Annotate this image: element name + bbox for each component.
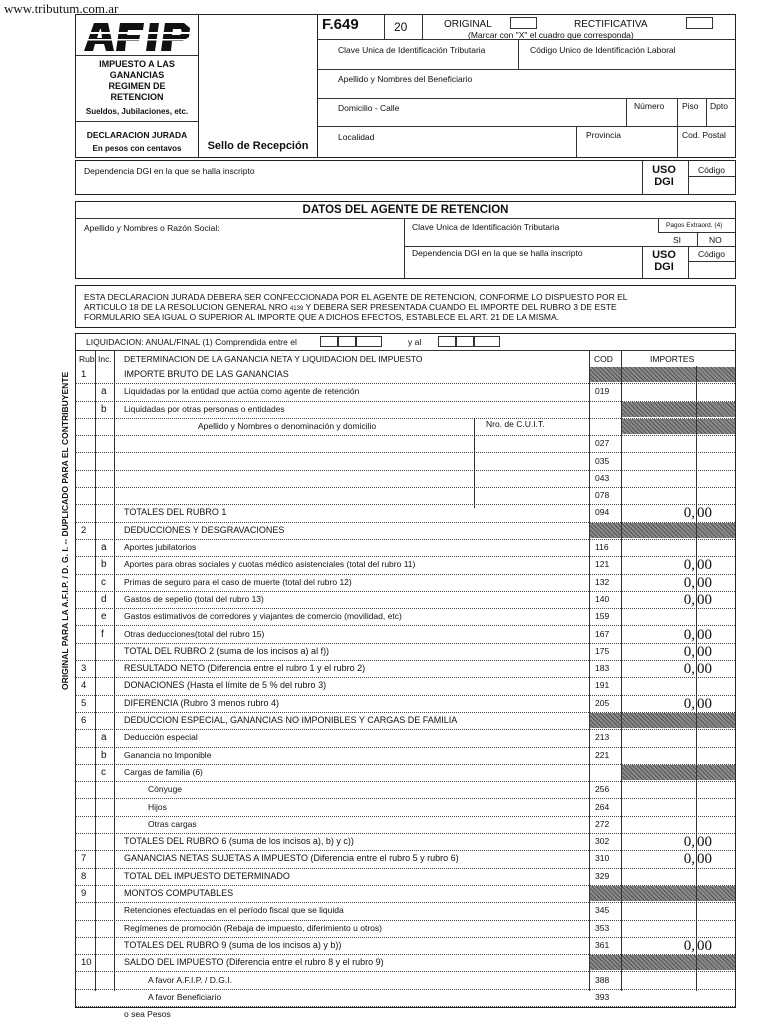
- hatched-cell: [621, 419, 735, 434]
- agent-cuit-label: Clave Unica de Identificación Tributaria: [412, 222, 560, 232]
- table-row: [76, 539, 735, 556]
- row-code: 302: [595, 836, 610, 847]
- notice-line-2-b: Y DEBERA SER PRESENTADA CUANDO EL IMPORTE DEL RUBRO 3 DE ESTE: [305, 302, 617, 312]
- row-description: Cargas de familia (6): [124, 766, 203, 777]
- hatched-cell: [621, 402, 735, 417]
- row-code: 213: [595, 732, 610, 743]
- table-row: [76, 643, 735, 660]
- amount-cents: 00: [697, 505, 712, 522]
- table-row: [76, 972, 735, 989]
- row-description: Gastos estimativos de corredores y viajantes de comercio (movilidad, etc): [124, 611, 402, 622]
- row-inc: a: [101, 386, 107, 398]
- row-rub: 10: [81, 957, 92, 969]
- afip-logo: [84, 23, 192, 51]
- row-code: 035: [595, 455, 610, 466]
- hatched-cell: [589, 523, 735, 538]
- amount-field-221[interactable]: [622, 747, 734, 764]
- table-row: [76, 712, 735, 729]
- row-description: Liquidadas por la entidad que actúa como agente de retención: [124, 386, 360, 397]
- extra-payments-label: Pagos Extraord. (4): [666, 222, 723, 229]
- amount-field-310[interactable]: [622, 850, 734, 867]
- liquidation-table: [75, 333, 736, 1020]
- number-label: Número: [634, 101, 665, 111]
- liquidation-rows: [76, 366, 735, 1020]
- col-desc-header: DETERMINACION DE LA GANANCIA NETA Y LIQUIDACION DEL IMPUESTO: [124, 354, 423, 364]
- amount-cents: 00: [697, 851, 712, 868]
- table-row: [76, 608, 735, 625]
- table-row: [76, 695, 735, 712]
- period-and-label: y al: [408, 337, 422, 347]
- row-code: 329: [595, 870, 610, 881]
- row-inc: d: [101, 593, 107, 605]
- beneficiary-name-label: Apellido y Nombres del Beneficiario: [338, 74, 473, 84]
- notice-line-2-num: 4139: [289, 306, 304, 312]
- table-row: [76, 453, 735, 470]
- row-description: TOTAL DEL IMPUESTO DETERMINADO: [124, 870, 290, 881]
- period-from-year[interactable]: [356, 336, 382, 347]
- table-row: [76, 850, 735, 867]
- period-from-month[interactable]: [338, 336, 356, 347]
- row-description: A favor A.F.I.P. / D.G.I.: [148, 974, 232, 985]
- period-to-year[interactable]: [474, 336, 500, 347]
- table-row: [76, 383, 735, 400]
- amount-integer: 0,: [683, 851, 695, 868]
- row-description: Otras cargas: [148, 818, 197, 829]
- tax-line-4: RETENCION: [110, 92, 164, 102]
- amount-field-393[interactable]: [622, 989, 734, 1006]
- amount-integer: 0,: [683, 834, 695, 851]
- city-label: Localidad: [338, 132, 375, 142]
- amount-field-361[interactable]: [622, 937, 734, 954]
- declaration-sub: En pesos con centavos: [92, 144, 182, 153]
- amount-cents: 00: [697, 574, 712, 591]
- amount-field-388[interactable]: [622, 972, 734, 989]
- amount-field-345[interactable]: [622, 902, 734, 919]
- hatched-cell: [621, 765, 735, 780]
- row-description: Aportes para obras sociales y cuotas médico asistenciales (total del rubro 11): [124, 559, 416, 570]
- row-inc: c: [101, 576, 106, 588]
- table-row: [76, 591, 735, 608]
- row-description: SALDO DEL IMPUESTO (Diferencia entre el rubro 8 y el rubro 9): [124, 957, 384, 968]
- amount-integer: 0,: [683, 591, 695, 608]
- row-inc: b: [101, 403, 107, 415]
- row-code: 121: [595, 559, 610, 570]
- row-description: Ganancia no Imponible: [124, 749, 212, 760]
- row-inc: a: [101, 542, 107, 553]
- amount-field-191[interactable]: [622, 677, 734, 694]
- row-code: 132: [595, 576, 610, 587]
- amount-cents: 00: [697, 626, 712, 643]
- row-inc: a: [101, 732, 107, 744]
- row-code: 027: [595, 438, 610, 449]
- notice-box: [75, 285, 736, 328]
- col-importes-header: IMPORTES: [650, 354, 695, 364]
- row-description: Aportes jubilatorios: [124, 542, 197, 552]
- logo-panel: [75, 14, 199, 158]
- row-description: TOTALES DEL RUBRO 9 (suma de los incisos a) y b)): [124, 939, 342, 950]
- row-code: 116: [595, 542, 609, 552]
- row-description: IMPORTE BRUTO DE LAS GANANCIAS: [124, 369, 289, 379]
- amount-field-121[interactable]: [622, 556, 734, 573]
- row-description: DEDUCCIONES Y DESGRAVACIONES: [124, 524, 285, 535]
- row-description: Liquidadas por otras personas o entidades: [124, 403, 285, 414]
- table-row: [76, 764, 735, 781]
- row-code: 094: [595, 507, 610, 518]
- amount-field-035[interactable]: [622, 453, 734, 470]
- table-row: [76, 747, 735, 764]
- row-code: 264: [595, 801, 610, 812]
- col-rub-header: Rub: [79, 354, 95, 364]
- dgi-office-label: Dependencia DGI en la que se halla inscripto: [84, 166, 255, 176]
- tax-line-1: IMPUESTO A LAS: [99, 59, 175, 69]
- table-row: [76, 435, 735, 452]
- cuit-label: Clave Unica de Identificación Tributaria: [338, 45, 486, 55]
- row-code: 345: [595, 905, 610, 916]
- year-prefix: 20: [394, 20, 408, 34]
- col-cod-header: COD: [594, 354, 613, 364]
- row-code: 183: [595, 663, 610, 674]
- table-row: [76, 937, 735, 954]
- notice-line-3: FORMULARIO SEA IGUAL O SUPERIOR AL IMPORTE QUE A DICHOS EFECTOS, ESTABLECE EL ART. 21 DE LA MISMA.: [84, 312, 560, 322]
- period-label: LIQUIDACION: ANUAL/FINAL (1) Comprendida entre el: [86, 337, 297, 347]
- row-inc: b: [101, 749, 107, 761]
- row-code: 256: [595, 784, 610, 795]
- table-row: [76, 401, 735, 418]
- subheader-name: Apellido y Nombres o denominación y domicilio: [198, 421, 377, 431]
- notice-line-1: ESTA DECLARACION JURADA DEBERA SER CONFECCIONADA POR EL AGENTE DE RETENCION, CONFORME LO DISPUESTO POR EL: [84, 292, 628, 302]
- amount-field-043[interactable]: [622, 470, 734, 487]
- row-description: TOTAL DEL RUBRO 2 (suma de los incisos a) al f)): [124, 645, 330, 656]
- table-row: [76, 504, 735, 521]
- form-number: F.649: [322, 16, 359, 33]
- rectificativa-checkbox[interactable]: [686, 17, 713, 29]
- row-code: 140: [595, 593, 610, 604]
- amount-field-078[interactable]: [622, 487, 734, 504]
- table-row: [76, 522, 735, 539]
- row-description: Gastos de sepelio (total del rubro 13): [124, 593, 264, 604]
- agent-title: DATOS DEL AGENTE DE RETENCION: [302, 204, 509, 216]
- amount-cents: 00: [697, 937, 712, 954]
- row-code: 393: [595, 991, 610, 1002]
- amount-integer: 0,: [683, 937, 695, 954]
- amount-field-205[interactable]: [622, 695, 734, 712]
- amount-integer: 0,: [683, 695, 695, 712]
- row-description: TOTALES DEL RUBRO 6 (suma de los incisos a), b) y c)): [124, 836, 354, 847]
- floor-label: Piso: [682, 101, 699, 111]
- row-description: Primas de seguro para el caso de muerte (total del rubro 12): [124, 576, 352, 587]
- row-rub: 9: [81, 888, 87, 899]
- amount-cents: 00: [697, 834, 712, 851]
- row-description: RESULTADO NETO (Diferencia entre el rubro 1 y el rubro 2): [124, 663, 366, 674]
- row-code: 078: [595, 490, 610, 501]
- row-description: Regímenes de promoción (Rebaja de impuesto, diferimiento u otros): [124, 922, 382, 933]
- amount-field-272[interactable]: [622, 816, 734, 833]
- hatched-cell: [589, 367, 735, 382]
- amount-field-256[interactable]: [622, 781, 734, 798]
- amount-field-167[interactable]: [622, 626, 734, 643]
- row-description: Otras deducciones(total del rubro 15): [124, 628, 265, 639]
- site-url: www.tributum.com.ar: [4, 1, 119, 16]
- row-description: TOTALES DEL RUBRO 1: [124, 507, 227, 518]
- tax-line-3: REGIMEN DE: [108, 81, 166, 91]
- row-code: 221: [595, 749, 610, 760]
- table-row: [76, 556, 735, 573]
- amount-field-094[interactable]: [622, 504, 734, 521]
- dgi-office-row: [75, 160, 736, 195]
- amount-field-213[interactable]: [622, 729, 734, 746]
- amount-integer: 0,: [683, 505, 695, 522]
- codigo-label: Código: [698, 165, 725, 175]
- amount-cents: 00: [697, 661, 712, 678]
- original-label: ORIGINAL: [444, 19, 492, 30]
- row-rub: 4: [81, 680, 87, 692]
- agent-section: [75, 201, 736, 279]
- amount-cents: 00: [697, 591, 712, 608]
- row-description: A favor Beneficiario: [148, 991, 222, 1002]
- row-code: 159: [595, 611, 610, 622]
- apt-label: Dpto: [710, 101, 728, 111]
- amount-field-329[interactable]: [622, 868, 734, 885]
- table-row: [76, 626, 735, 643]
- row-description: GANANCIAS NETAS SUJETAS A IMPUESTO (Diferencia entre el rubro 5 y rubro 6): [124, 853, 459, 864]
- rectificativa-label: RECTIFICATIVA: [574, 19, 648, 30]
- row-rub: 3: [81, 663, 87, 675]
- side-copy-text: ORIGINAL PARA LA A.F.I.P. / D. G. I. -- DUPLICADO PARA EL CONTRIBUYENTE: [60, 371, 70, 690]
- period-from-day[interactable]: [320, 336, 338, 347]
- period-to-day[interactable]: [438, 336, 456, 347]
- afip-logo-graphic: [84, 23, 192, 51]
- postal-label: Cod. Postal: [682, 130, 726, 140]
- extra-no[interactable]: NO: [709, 235, 722, 245]
- row-code: 175: [595, 645, 610, 656]
- row-rub: 2: [81, 524, 87, 536]
- table-row: [76, 660, 735, 677]
- row-rub: 1: [81, 369, 87, 380]
- table-row: [76, 833, 735, 850]
- table-row: [76, 920, 735, 937]
- amount-field-132[interactable]: [622, 574, 734, 591]
- agent-dgi-office-label: Dependencia DGI en la que se halla inscripto: [412, 248, 583, 258]
- row-code: 167: [595, 628, 610, 639]
- amount-field-027[interactable]: [622, 435, 734, 452]
- row-rub: 6: [81, 715, 87, 726]
- table-row: [76, 487, 735, 504]
- amount-integer: 0,: [683, 557, 695, 574]
- stamp-box: [198, 14, 318, 158]
- row-code: 205: [595, 697, 610, 708]
- amount-field-264[interactable]: [622, 799, 734, 816]
- amount-integer: 0,: [683, 643, 695, 660]
- row-rub: 8: [81, 870, 87, 882]
- cents-line: [696, 366, 697, 991]
- row-code: 043: [595, 472, 610, 483]
- amount-field-140[interactable]: [622, 591, 734, 608]
- row-inc: b: [101, 559, 107, 571]
- table-row: [76, 902, 735, 919]
- amount-field-183[interactable]: [622, 660, 734, 677]
- period-to-month[interactable]: [456, 336, 474, 347]
- amount-integer: 0,: [683, 661, 695, 678]
- amount-field-175[interactable]: [622, 643, 734, 660]
- table-row: [76, 868, 735, 885]
- original-checkbox[interactable]: [510, 17, 537, 29]
- row-description: Retenciones efectuadas en el período fiscal que se liquida: [124, 905, 344, 916]
- amount-field-353[interactable]: [622, 920, 734, 937]
- row-rub: 5: [81, 697, 87, 709]
- table-row: [76, 989, 735, 1006]
- agent-codigo-label: Código: [698, 249, 725, 259]
- row-inc: c: [101, 766, 106, 778]
- row-description: o sea Pesos: [124, 1009, 171, 1020]
- hatched-cell: [589, 886, 735, 901]
- amount-cents: 00: [697, 557, 712, 574]
- row-description: Hijos: [148, 801, 167, 812]
- col-inc-header: Inc.: [98, 354, 112, 364]
- row-code: 388: [595, 974, 610, 985]
- row-code: 361: [595, 939, 610, 950]
- mark-hint: (Marcar con "X" el cuadro que corresponda): [468, 30, 634, 40]
- tax-line-2: GANANCIAS: [109, 70, 165, 80]
- table-row: [76, 470, 735, 487]
- amount-cents: 00: [697, 643, 712, 660]
- extra-si[interactable]: SI: [673, 235, 682, 245]
- amount-cents: 00: [697, 695, 712, 712]
- stamp-label: Sello de Recepción: [207, 140, 309, 152]
- amount-integer: 0,: [683, 626, 695, 643]
- row-code: 272: [595, 818, 610, 829]
- inc-column-line: [114, 350, 115, 991]
- row-code: 353: [595, 922, 610, 933]
- table-row: [76, 816, 735, 833]
- table-row: [76, 366, 735, 383]
- row-description: Cónyuge: [148, 784, 183, 795]
- row-code: 191: [595, 680, 610, 691]
- table-row: [76, 574, 735, 591]
- hatched-cell: [589, 955, 735, 970]
- province-label: Provincia: [586, 130, 621, 140]
- hatched-cell: [589, 713, 735, 728]
- table-row: [76, 729, 735, 746]
- table-row: [76, 781, 735, 798]
- beneficiary-header: [317, 14, 736, 158]
- amount-field-019[interactable]: [622, 383, 734, 400]
- declaration-title: DECLARACION JURADA: [86, 130, 188, 140]
- amount-field-302[interactable]: [622, 833, 734, 850]
- row-code: 310: [595, 853, 610, 864]
- notice-line-2-a: ARTICULO 18 DE LA RESOLUCION GENERAL NRO: [84, 302, 288, 312]
- rub1b-subheader: [114, 418, 589, 434]
- agent-uso-dgi: USO DGI: [652, 249, 676, 273]
- table-row: [76, 885, 735, 902]
- table-row: [76, 677, 735, 694]
- table-row: [76, 799, 735, 816]
- cuil-label: Código Unico de Identificación Laboral: [530, 45, 676, 55]
- row-description: DONACIONES (Hasta el límite de 5 % del rubro 3): [124, 680, 327, 691]
- row-rub: 7: [81, 853, 87, 865]
- row-description: MONTOS COMPUTABLES: [124, 888, 234, 898]
- table-row: [76, 1006, 735, 1023]
- table-row: [76, 954, 735, 971]
- agent-name-label: Apellido y Nombres o Razón Social:: [84, 223, 220, 233]
- amount-field-116[interactable]: [622, 539, 734, 556]
- tax-line-5: Sueldos, Jubilaciones, etc.: [85, 107, 189, 116]
- subheader-cuit: Nro. de C.U.I.T.: [486, 419, 545, 429]
- uso-dgi-label: USO DGI: [652, 164, 676, 188]
- row-code: 019: [595, 386, 610, 397]
- row-inc: f: [101, 628, 104, 640]
- row-description: DEDUCCION ESPECIAL, GANANCIAS NO IMPONIBLES Y CARGAS DE FAMILIA: [124, 715, 458, 725]
- amount-integer: 0,: [683, 574, 695, 591]
- row-description: DIFERENCIA (Rubro 3 menos rubro 4): [124, 697, 280, 708]
- row-inc: e: [101, 611, 107, 623]
- row-description: Deducción especial: [124, 732, 198, 743]
- amount-field-159[interactable]: [622, 608, 734, 625]
- address-label: Domicilio - Calle: [338, 103, 400, 113]
